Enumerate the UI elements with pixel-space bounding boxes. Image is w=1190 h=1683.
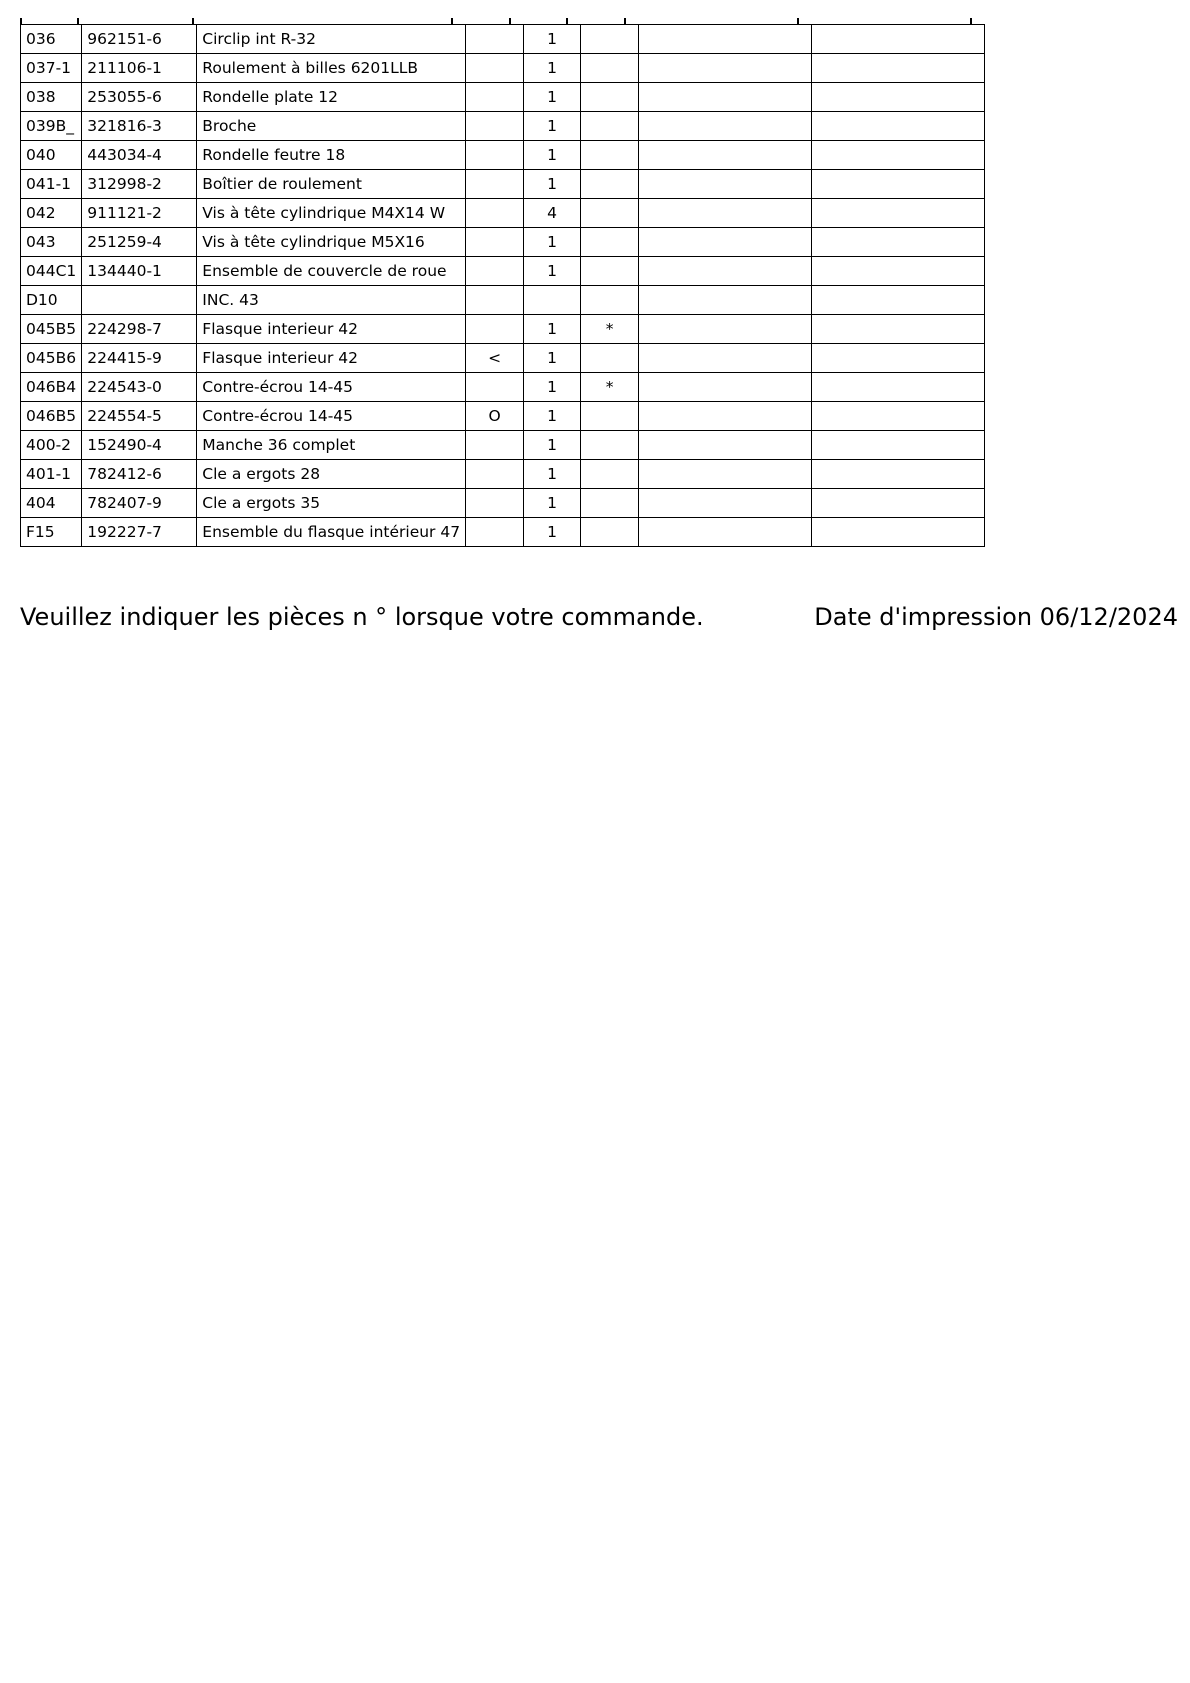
table-row — [21, 25, 985, 54]
quantity-cell: 1 — [524, 228, 581, 257]
blank-cell — [639, 141, 812, 170]
part-number-cell: 152490-4 — [82, 431, 197, 460]
ref-cell: 400-2 — [21, 431, 82, 460]
part-number-cell: 134440-1 — [82, 257, 197, 286]
description-cell: Flasque interieur 42 — [197, 315, 466, 344]
quantity-cell: 1 — [524, 257, 581, 286]
part-number-cell: 312998-2 — [82, 170, 197, 199]
blank-cell — [639, 112, 812, 141]
blank-cell — [812, 460, 985, 489]
note-cell — [581, 83, 639, 112]
table-row — [21, 489, 985, 518]
note-cell — [581, 257, 639, 286]
blank-cell — [639, 54, 812, 83]
blank-cell — [639, 228, 812, 257]
part-number-cell: 962151-6 — [82, 25, 197, 54]
part-number-cell: 224543-0 — [82, 373, 197, 402]
table-row — [21, 257, 985, 286]
blank-cell — [812, 141, 985, 170]
description-cell: Boîtier de roulement — [197, 170, 466, 199]
quantity-cell: 1 — [524, 518, 581, 547]
blank-cell — [639, 25, 812, 54]
blank-cell — [812, 170, 985, 199]
ref-cell: 036 — [21, 25, 82, 54]
quantity-cell: 1 — [524, 112, 581, 141]
table-row — [21, 141, 985, 170]
mark-cell — [466, 286, 524, 315]
ref-cell: D10 — [21, 286, 82, 315]
note-cell — [581, 141, 639, 170]
blank-cell — [812, 112, 985, 141]
part-number-cell: 782412-6 — [82, 460, 197, 489]
ref-cell: 044C1 — [21, 257, 82, 286]
description-cell: Rondelle feutre 18 — [197, 141, 466, 170]
blank-cell — [812, 489, 985, 518]
blank-cell — [639, 489, 812, 518]
blank-cell — [812, 199, 985, 228]
blank-cell — [812, 54, 985, 83]
quantity-cell — [524, 286, 581, 315]
part-number-cell: 224298-7 — [82, 315, 197, 344]
part-number-cell — [82, 286, 197, 315]
blank-cell — [639, 199, 812, 228]
ref-cell: 404 — [21, 489, 82, 518]
blank-cell — [639, 315, 812, 344]
table-row — [21, 228, 985, 257]
blank-cell — [812, 315, 985, 344]
blank-cell — [639, 170, 812, 199]
blank-cell — [812, 257, 985, 286]
blank-cell — [812, 25, 985, 54]
description-cell: Ensemble du flasque intérieur 47 — [197, 518, 466, 547]
blank-cell — [639, 518, 812, 547]
blank-cell — [812, 344, 985, 373]
note-cell — [581, 518, 639, 547]
mark-cell — [466, 199, 524, 228]
note-cell — [581, 489, 639, 518]
table-row — [21, 344, 985, 373]
note-cell — [581, 344, 639, 373]
note-cell — [581, 112, 639, 141]
blank-cell — [639, 431, 812, 460]
ref-cell: 040 — [21, 141, 82, 170]
description-cell: Contre-écrou 14-45 — [197, 373, 466, 402]
ref-cell: 037-1 — [21, 54, 82, 83]
quantity-cell: 1 — [524, 170, 581, 199]
quantity-cell: 1 — [524, 344, 581, 373]
mark-cell — [466, 431, 524, 460]
note-cell: * — [581, 373, 639, 402]
ref-cell: 401-1 — [21, 460, 82, 489]
table-row — [21, 54, 985, 83]
quantity-cell: 1 — [524, 54, 581, 83]
blank-cell — [812, 83, 985, 112]
table-row — [21, 286, 985, 315]
ref-cell: 041-1 — [21, 170, 82, 199]
quantity-cell: 1 — [524, 402, 581, 431]
description-cell: Manche 36 complet — [197, 431, 466, 460]
ref-cell: 046B4 — [21, 373, 82, 402]
table-row — [21, 170, 985, 199]
note-cell — [581, 402, 639, 431]
blank-cell — [639, 460, 812, 489]
ref-cell: 043 — [21, 228, 82, 257]
ref-cell: 042 — [21, 199, 82, 228]
mark-cell — [466, 257, 524, 286]
quantity-cell: 1 — [524, 141, 581, 170]
ref-cell: F15 — [21, 518, 82, 547]
table-row — [21, 402, 985, 431]
table-row — [21, 518, 985, 547]
footer-print-date: Date d'impression 06/12/2024 — [814, 603, 1178, 631]
blank-cell — [639, 257, 812, 286]
mark-cell — [466, 228, 524, 257]
footer-order-note: Veuillez indiquer les pièces n ° lorsque votre commande. — [20, 603, 704, 631]
part-number-cell: 321816-3 — [82, 112, 197, 141]
parts-table — [20, 24, 985, 547]
description-cell: Ensemble de couvercle de roue — [197, 257, 466, 286]
note-cell — [581, 286, 639, 315]
blank-cell — [639, 344, 812, 373]
part-number-cell: 251259-4 — [82, 228, 197, 257]
mark-cell — [466, 25, 524, 54]
ref-cell: 045B6 — [21, 344, 82, 373]
mark-cell — [466, 373, 524, 402]
mark-cell — [466, 170, 524, 199]
description-cell: Contre-écrou 14-45 — [197, 402, 466, 431]
mark-cell — [466, 83, 524, 112]
part-number-cell: 192227-7 — [82, 518, 197, 547]
mark-cell — [466, 315, 524, 344]
table-row — [21, 373, 985, 402]
ref-cell: 046B5 — [21, 402, 82, 431]
mark-cell: < — [466, 344, 524, 373]
mark-cell — [466, 489, 524, 518]
blank-cell — [639, 402, 812, 431]
quantity-cell: 1 — [524, 460, 581, 489]
quantity-cell: 1 — [524, 315, 581, 344]
blank-cell — [812, 228, 985, 257]
quantity-cell: 1 — [524, 25, 581, 54]
note-cell: * — [581, 315, 639, 344]
description-cell: Vis à tête cylindrique M5X16 — [197, 228, 466, 257]
note-cell — [581, 54, 639, 83]
quantity-cell: 1 — [524, 83, 581, 112]
part-number-cell: 224415-9 — [82, 344, 197, 373]
part-number-cell: 443034-4 — [82, 141, 197, 170]
description-cell: Rondelle plate 12 — [197, 83, 466, 112]
ref-cell: 038 — [21, 83, 82, 112]
blank-cell — [812, 286, 985, 315]
note-cell — [581, 460, 639, 489]
description-cell: Circlip int R-32 — [197, 25, 466, 54]
mark-cell — [466, 54, 524, 83]
description-cell: Cle a ergots 28 — [197, 460, 466, 489]
description-cell: Cle a ergots 35 — [197, 489, 466, 518]
blank-cell — [812, 402, 985, 431]
note-cell — [581, 199, 639, 228]
note-cell — [581, 431, 639, 460]
part-number-cell: 224554-5 — [82, 402, 197, 431]
blank-cell — [812, 431, 985, 460]
mark-cell — [466, 112, 524, 141]
description-cell: Broche — [197, 112, 466, 141]
quantity-cell: 1 — [524, 489, 581, 518]
quantity-cell: 4 — [524, 199, 581, 228]
note-cell — [581, 170, 639, 199]
part-number-cell: 253055-6 — [82, 83, 197, 112]
blank-cell — [639, 83, 812, 112]
blank-cell — [639, 286, 812, 315]
description-cell: Vis à tête cylindrique M4X14 W — [197, 199, 466, 228]
part-number-cell: 211106-1 — [82, 54, 197, 83]
ref-cell: 045B5 — [21, 315, 82, 344]
part-number-cell: 911121-2 — [82, 199, 197, 228]
part-number-cell: 782407-9 — [82, 489, 197, 518]
blank-cell — [639, 373, 812, 402]
quantity-cell: 1 — [524, 373, 581, 402]
mark-cell — [466, 518, 524, 547]
table-row — [21, 315, 985, 344]
description-cell: INC. 43 — [197, 286, 466, 315]
table-row — [21, 83, 985, 112]
note-cell — [581, 228, 639, 257]
table-row — [21, 112, 985, 141]
mark-cell — [466, 460, 524, 489]
ref-cell: 039B_ — [21, 112, 82, 141]
quantity-cell: 1 — [524, 431, 581, 460]
table-row — [21, 199, 985, 228]
mark-cell — [466, 141, 524, 170]
table-row — [21, 460, 985, 489]
note-cell — [581, 25, 639, 54]
description-cell: Roulement à billes 6201LLB — [197, 54, 466, 83]
table-row — [21, 431, 985, 460]
blank-cell — [812, 373, 985, 402]
description-cell: Flasque interieur 42 — [197, 344, 466, 373]
blank-cell — [812, 518, 985, 547]
mark-cell: O — [466, 402, 524, 431]
